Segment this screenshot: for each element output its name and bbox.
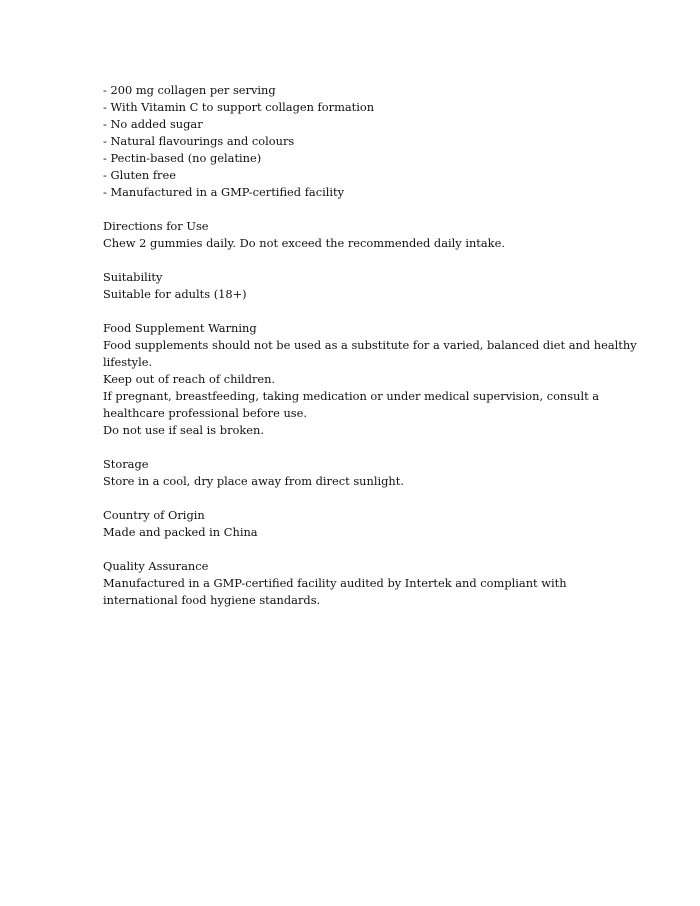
feature-item: - No added sugar	[103, 117, 203, 131]
storage-text: Store in a cool, dry place away from direct sunlight.	[103, 474, 404, 488]
features-list	[103, 82, 603, 201]
quality-text: international food hygiene standards.	[103, 593, 321, 607]
feature-item: - Natural flavourings and colours	[103, 134, 295, 148]
origin-heading: Country of Origin	[103, 508, 205, 522]
suitability-section	[103, 269, 603, 303]
origin-section	[103, 507, 603, 541]
directions-text: Chew 2 gummies daily. Do not exceed the recommended daily intake.	[103, 236, 505, 250]
quality-text: Manufactured in a GMP-certified facility audited by Intertek and compliant with	[103, 576, 567, 590]
feature-item: - Pectin-based (no gelatine)	[103, 151, 262, 165]
warning-section	[103, 320, 637, 439]
feature-item: - Manufactured in a GMP-certified facility	[103, 185, 345, 199]
warning-text: If pregnant, breastfeeding, taking medication or under medical supervision, consult a	[103, 389, 600, 403]
storage-heading: Storage	[103, 457, 149, 471]
quality-section	[103, 558, 603, 609]
suitability-heading: Suitability	[103, 270, 163, 284]
warning-text: lifestyle.	[103, 355, 153, 369]
warning-text: Do not use if seal is broken.	[103, 423, 264, 437]
warning-text: Food supplements should not be used as a substitute for a varied, balanced diet and healthy	[103, 338, 637, 352]
suitability-text: Suitable for adults (18+)	[103, 287, 247, 301]
document-page	[103, 82, 637, 626]
feature-item: - 200 mg collagen per serving	[103, 83, 276, 97]
quality-heading: Quality Assurance	[103, 559, 209, 573]
feature-item: - With Vitamin C to support collagen formation	[103, 100, 375, 114]
storage-section	[103, 456, 603, 490]
origin-text: Made and packed in China	[103, 525, 258, 539]
directions-heading: Directions for Use	[103, 219, 209, 233]
warning-heading: Food Supplement Warning	[103, 321, 257, 335]
warning-text: Keep out of reach of children.	[103, 372, 276, 386]
feature-item: - Gluten free	[103, 168, 176, 182]
warning-text: healthcare professional before use.	[103, 406, 307, 420]
directions-section	[103, 218, 603, 252]
